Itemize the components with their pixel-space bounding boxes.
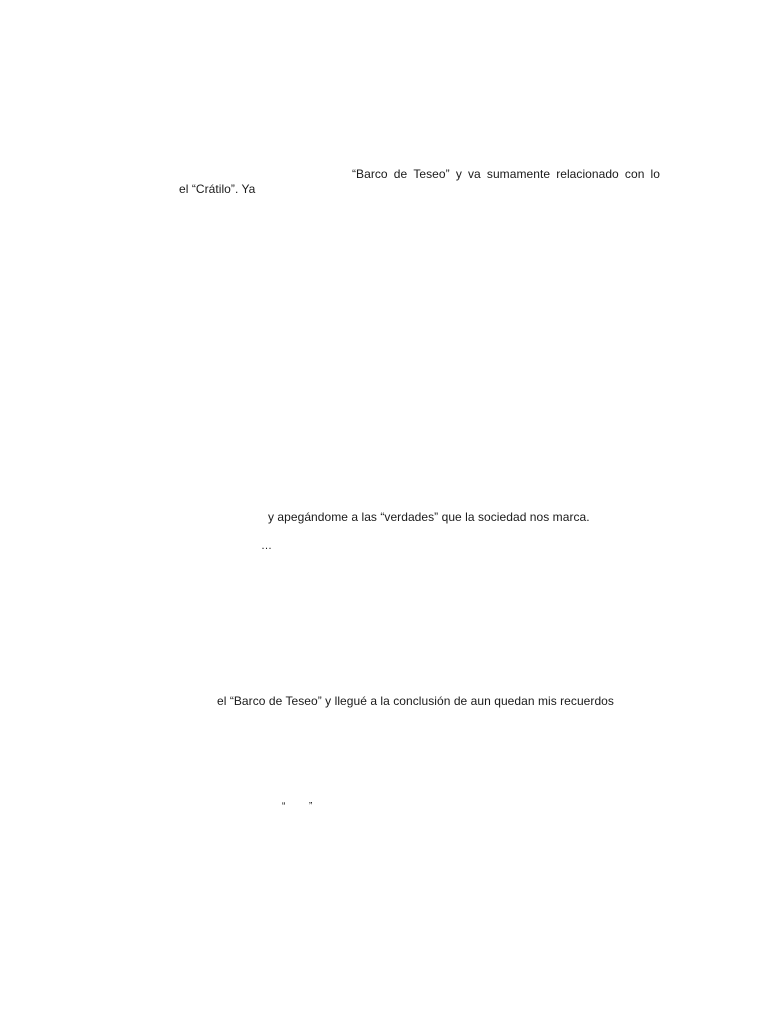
word: lo [650, 167, 660, 181]
word: “Barco [352, 167, 388, 181]
text-line-conclusion: el “Barco de Teseo” y llegué a la conclusión de aun quedan mis recuerdos [217, 694, 614, 708]
text-quote-open: “ [282, 801, 286, 812]
word: Teseo” [413, 167, 450, 181]
text-quote-close: ” [309, 801, 313, 812]
word: y [455, 167, 462, 181]
word: con [624, 167, 645, 181]
text-ellipsis: … [261, 540, 273, 552]
word: relacionado [556, 167, 619, 181]
text-line-barco-de-teseo [352, 167, 660, 181]
text-line-cratilo: el “Crátilo”. Ya [179, 182, 256, 196]
word: va [468, 167, 481, 181]
word: de [393, 167, 408, 181]
word: sumamente [486, 167, 551, 181]
text-line-verdades: y apegándome a las “verdades” que la sociedad nos marca. [268, 510, 590, 524]
